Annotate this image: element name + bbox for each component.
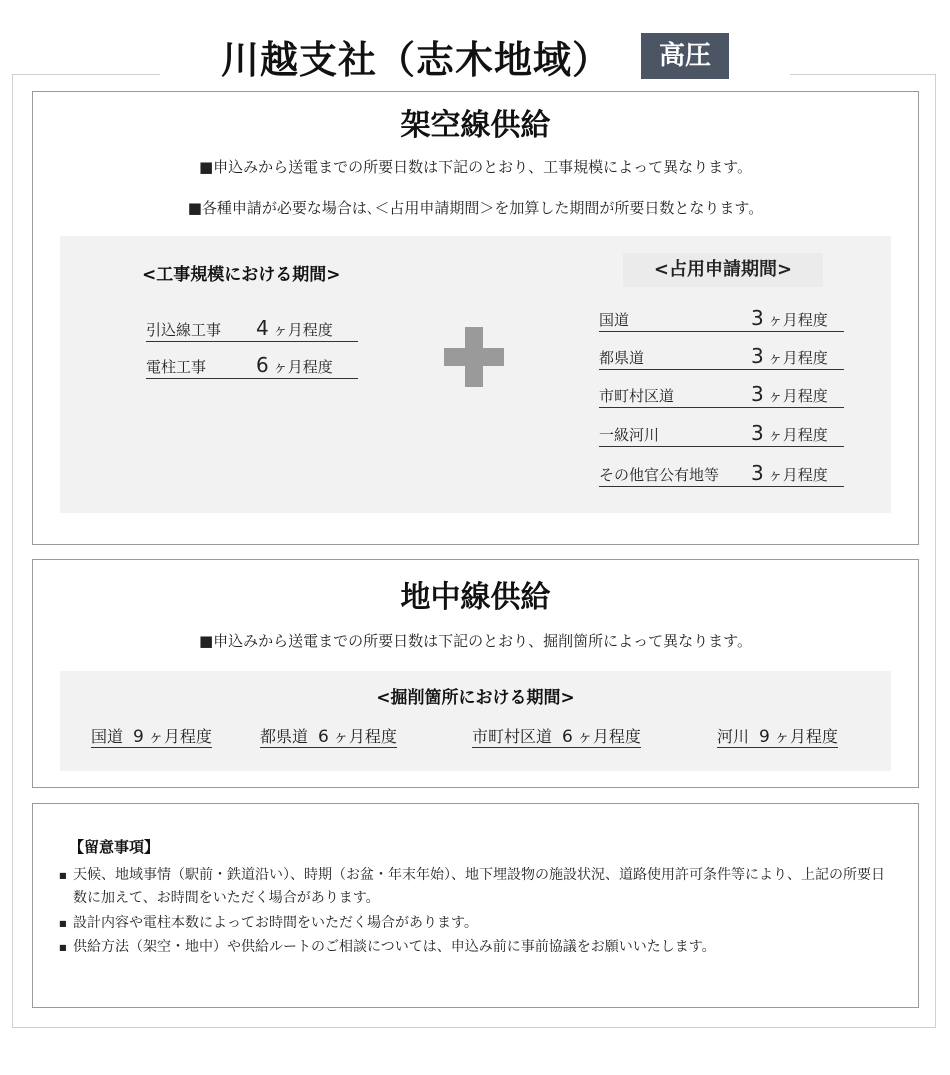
overhead-period-box bbox=[60, 236, 891, 513]
voltage-badge: 高圧 bbox=[641, 33, 729, 79]
construction-row-label: 引込線工事 bbox=[146, 321, 222, 339]
excavation-item-unit: ヶ月程度 bbox=[332, 727, 397, 746]
excavation-item bbox=[91, 724, 212, 748]
underground-note: ■申込みから送電までの所要日数は下記のとおり、掘削箇所によって異なります。 bbox=[199, 632, 752, 650]
excavation-item-value: 6 bbox=[318, 727, 329, 747]
occupancy-row bbox=[599, 306, 844, 332]
construction-row bbox=[146, 316, 358, 342]
overhead-supply-panel bbox=[32, 91, 919, 545]
overhead-title: 架空線供給 bbox=[400, 108, 551, 143]
excavation-item-label: 河川 bbox=[717, 727, 750, 746]
occupancy-row-unit: ヶ月程度 bbox=[767, 466, 828, 484]
excavation-item-value: 9 bbox=[759, 727, 770, 747]
occupancy-row-unit: ヶ月程度 bbox=[767, 426, 828, 444]
occupancy-row-value: 3 bbox=[751, 306, 764, 330]
excavation-item-value: 9 bbox=[133, 727, 144, 747]
notes-heading: 【留意事項】 bbox=[69, 838, 160, 856]
excavation-item-unit: ヶ月程度 bbox=[773, 727, 838, 746]
overhead-note-1: ■申込みから送電までの所要日数は下記のとおり、工事規模によって異なります。 bbox=[199, 158, 752, 176]
excavation-item-unit: ヶ月程度 bbox=[576, 727, 641, 746]
excavation-period-box bbox=[60, 671, 891, 771]
excavation-item bbox=[717, 724, 838, 748]
title-bar bbox=[160, 22, 790, 90]
note-item: ■ 供給方法（架空・地中）や供給ルートのご相談については、申込み前に事前協議をお願いいたします。 bbox=[73, 936, 893, 959]
underground-supply-panel bbox=[32, 559, 919, 788]
occupancy-row bbox=[599, 344, 844, 370]
underground-title: 地中線供給 bbox=[400, 580, 551, 615]
occupancy-row-label: その他官公有地等 bbox=[599, 466, 720, 484]
excavation-item-label: 市町村区道 bbox=[472, 727, 553, 746]
construction-row-value: 6 bbox=[256, 353, 269, 377]
occupancy-row-value: 3 bbox=[751, 344, 764, 368]
construction-row bbox=[146, 353, 358, 379]
occupancy-row-value: 3 bbox=[751, 382, 764, 406]
occupancy-row-label: 国道 bbox=[599, 311, 630, 329]
notes-panel bbox=[32, 803, 919, 1008]
occupancy-row-unit: ヶ月程度 bbox=[767, 349, 828, 367]
overhead-note-2: ■各種申請が必要な場合は､＜占用申請期間＞を加算した期間が所要日数となります。 bbox=[187, 199, 764, 217]
occupancy-row-value: 3 bbox=[751, 461, 764, 485]
occupancy-row-value: 3 bbox=[751, 421, 764, 445]
occupancy-row-label: 市町村区道 bbox=[599, 387, 675, 405]
construction-row-label: 電柱工事 bbox=[146, 358, 207, 376]
occupancy-row bbox=[599, 421, 844, 447]
excavation-heading: <掘削箇所における期間> bbox=[376, 688, 575, 708]
occupancy-row bbox=[599, 461, 844, 487]
construction-scale-heading: <工事規模における期間> bbox=[142, 265, 341, 285]
occupancy-row-label: 都県道 bbox=[599, 349, 645, 367]
excavation-item-value: 6 bbox=[562, 727, 573, 747]
construction-row-unit: ヶ月程度 bbox=[272, 358, 333, 376]
occupancy-row bbox=[599, 382, 844, 408]
note-item: ■ 設計内容や電柱本数によってお時間をいただく場合があります。 bbox=[73, 912, 893, 935]
excavation-item bbox=[260, 724, 397, 748]
occupancy-row-label: 一級河川 bbox=[599, 426, 660, 444]
excavation-item-label: 都県道 bbox=[260, 727, 309, 746]
note-item: ■ 天候、地域事情（駅前・鉄道沿い）、時期（お盆・年末年始）、地下埋設物の施設状況、道路使用許可条件等により、上記の所要日数に加えて、お時間をいただく場合があります。 bbox=[73, 864, 893, 910]
page-title: 川越支社（志木地域） bbox=[220, 37, 611, 82]
construction-row-unit: ヶ月程度 bbox=[272, 321, 333, 339]
construction-row-value: 4 bbox=[256, 316, 269, 340]
occupancy-row-unit: ヶ月程度 bbox=[767, 311, 828, 329]
excavation-item-unit: ヶ月程度 bbox=[147, 727, 212, 746]
excavation-item bbox=[472, 724, 641, 748]
occupancy-row-unit: ヶ月程度 bbox=[767, 387, 828, 405]
occupancy-period-heading: <占用申請期間> bbox=[623, 253, 823, 287]
excavation-item-label: 国道 bbox=[91, 727, 124, 746]
